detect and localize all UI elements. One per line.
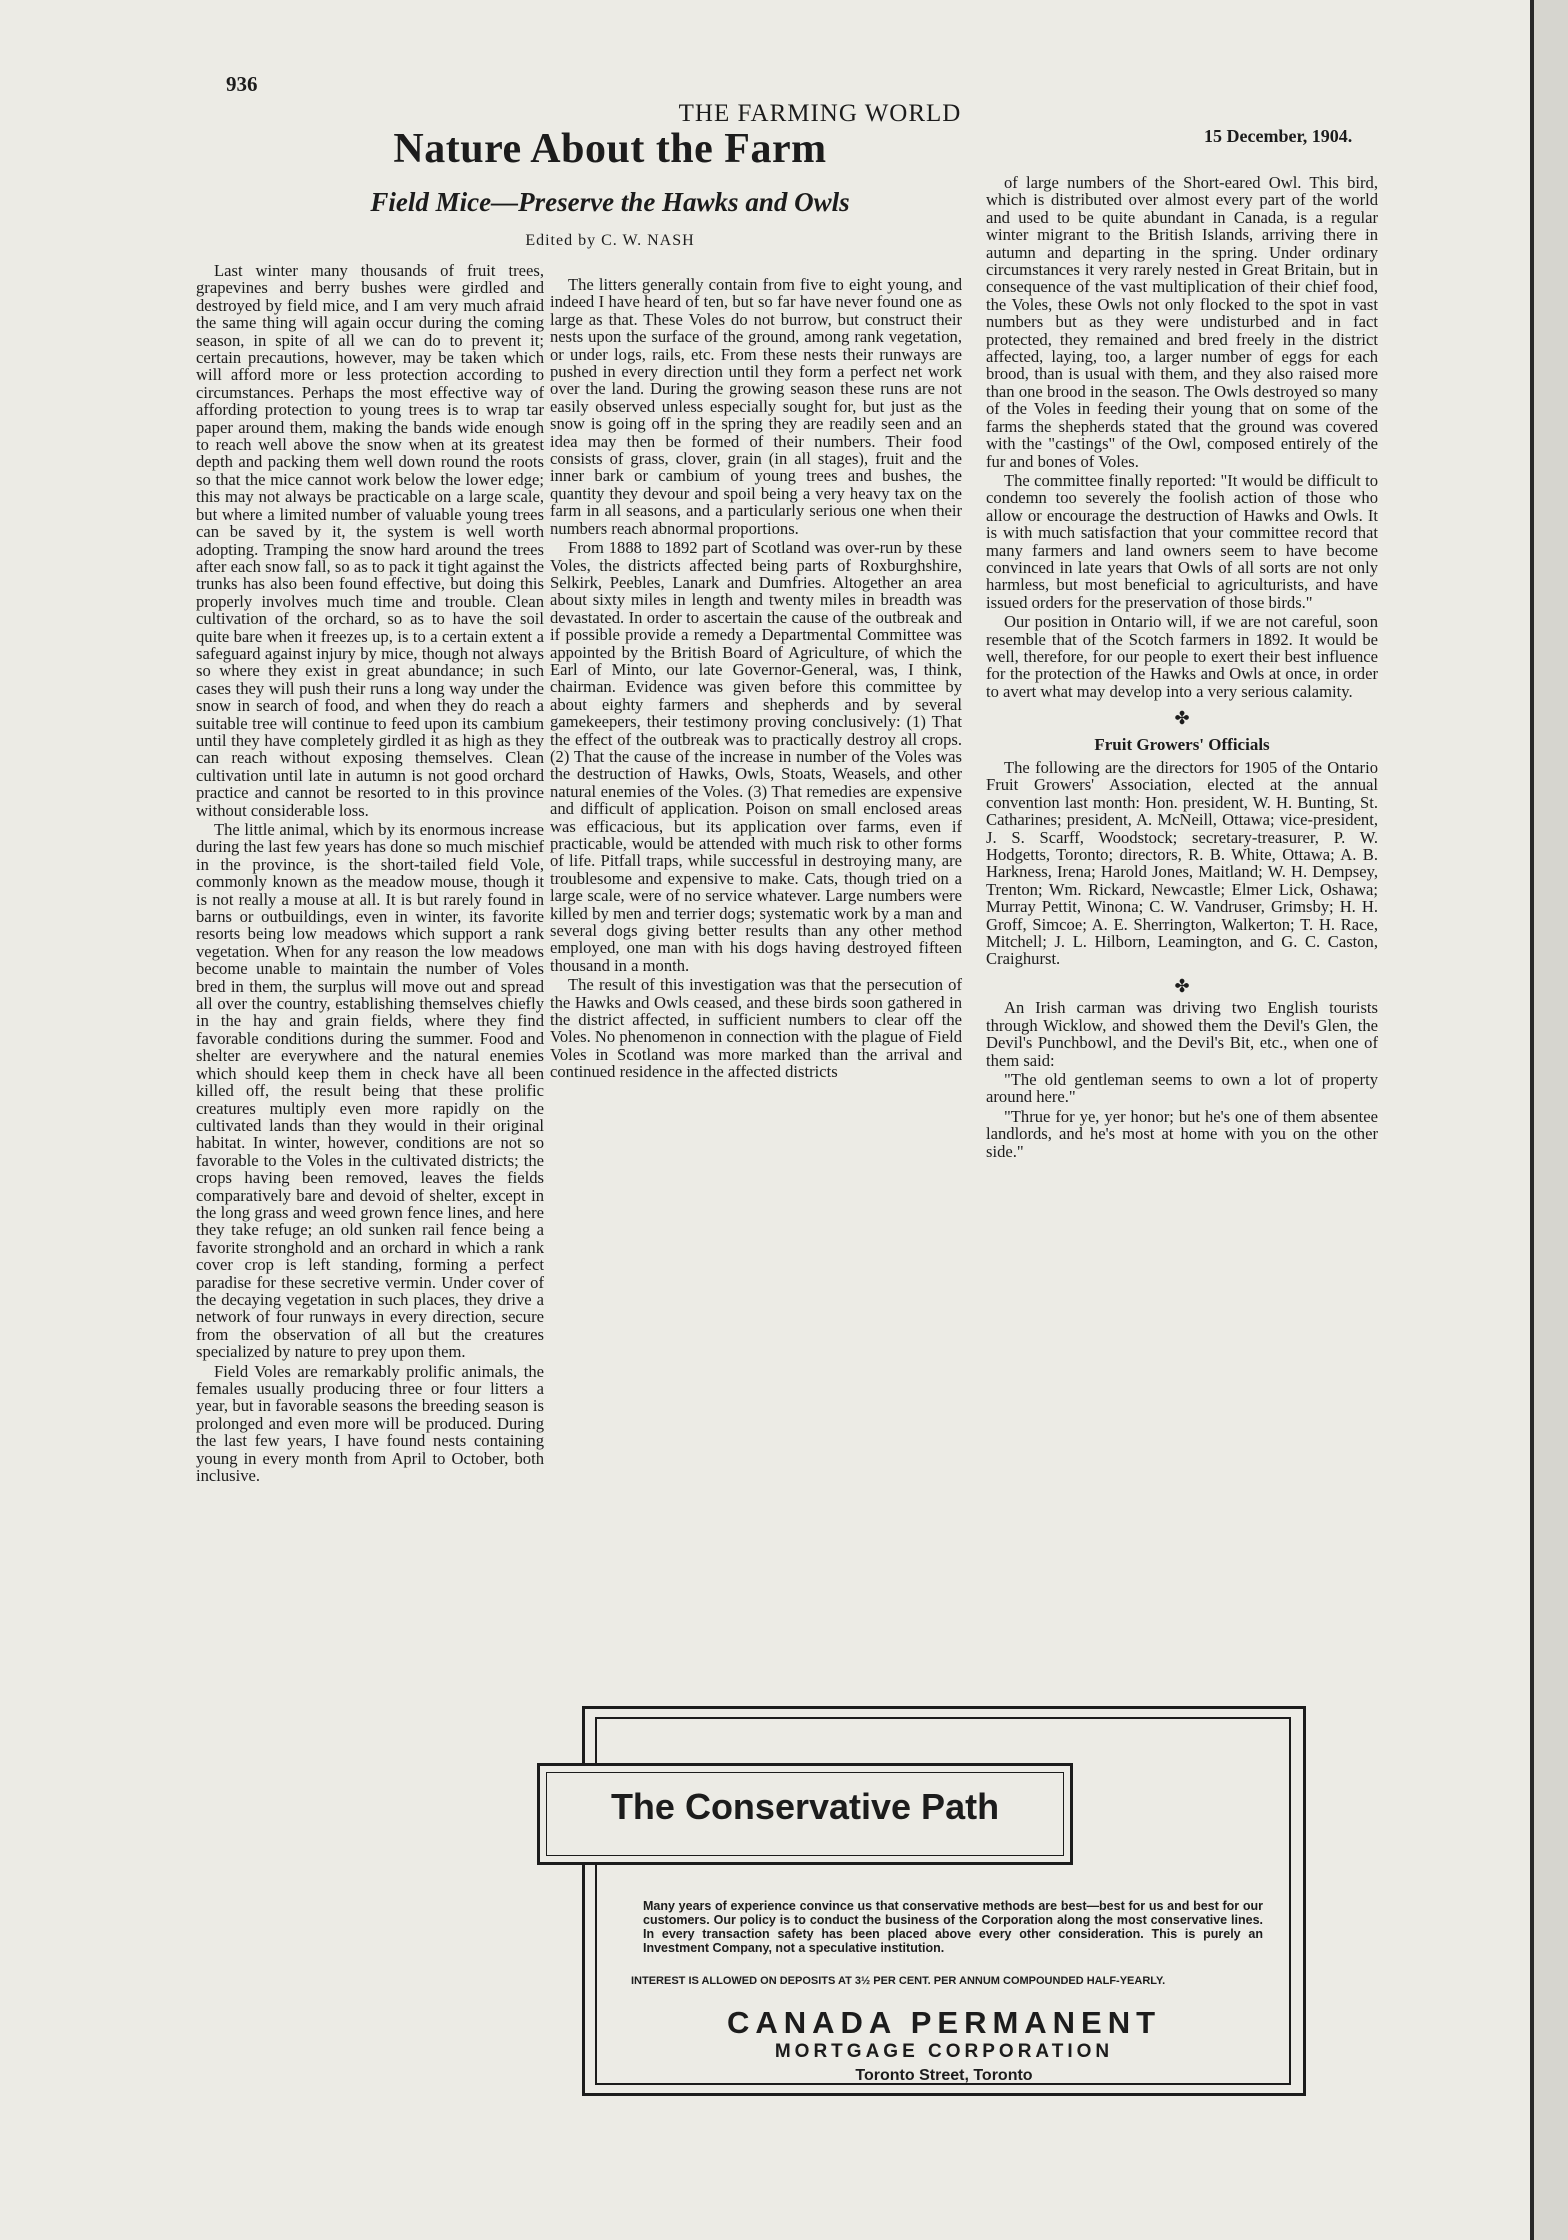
column-2 [550, 276, 962, 1081]
ad-company-subtitle: MORTGAGE CORPORATION [774, 2041, 1114, 2062]
ornament-icon: ✤ [1174, 708, 1190, 729]
anecdote-paragraph: "The old gentleman seems to own a lot of property around here." [986, 1069, 1378, 1107]
article-byline: Edited by C. W. NASH [525, 232, 695, 249]
adjacent-page-edge [1534, 0, 1568, 2240]
paragraph: The committee finally reported: "It would be difficult to condemn too severely the foolish action of those who allow or encourage the destruction of Hawks and Owls. It is with much satisfaction that your committee record that many farmers and land owners seem to have become convinced in late years that Owls of all sorts are not only harmless, but most beneficial to agriculturists, and have issued orders for the preservation of those birds." [986, 470, 1378, 612]
fruit-growers-text: The following are the directors for 1905 of the Ontario Fruit Growers' Association, elected at the annual convention last month: Hon. president, W. H. Bunting, St. Catharines; president, A. McNeill, Ottawa; vice-president, J. S. Scarff, Woodstock; secretary-treasurer, P. W. Hodgetts, Toronto; directors, R. B. White, Ottawa; A. B. Harkness, Irena; Harold Jones, Maitland; W. H. Dempsey, Trenton; Wm. Rickard, Newcastle; Elmer Lick, Oshawa; Murray Pettit, Winona; C. W. Vandruser, Grimsby; H. H. Groff, Simcoe; A. E. Sherrington, Walkerton; T. H. Race, Mitchell; J. L. Hilborn, Leamington, and G. C. Caston, Craighurst. [986, 758, 1378, 969]
paragraph: Our position in Ontario will, if we are not careful, soon resemble that of the Scotch farmers in 1892. It would be well, therefore, for our people to exert their best influence for the protection of the Hawks and Owls at once, in order to avert what may develop into a very serious calamity. [986, 612, 1378, 701]
ad-address: Toronto Street, Toronto [855, 2067, 1033, 2084]
paragraph: of large numbers of the Short-eared Owl. This bird, which is distributed over almost every part of the world and used to be quite abundant in Canada, is a regular winter migrant to the British Islands, arriving there in autumn and departing in the spring. Under ordinary circumstances it very rarely nested in Great Britain, but in consequence of the vast multiplication of their chief food, the Voles, these Owls not only flocked to the spot in vast numbers but as they were undisturbed and in fact protected, they remained and bred freely in the district affected, laying, too, a larger number of eggs for each brood, than is usual with them, and they also raised more than one brood in the season. The Owls destroyed so many of the Voles in feeding their young that on some of the farms the shepherds stated that the ground was covered with the "castings" of the Owl, composed entirely of the fur and bones of Voles. [986, 173, 1378, 471]
ad-interest-note: INTEREST IS ALLOWED ON DEPOSITS AT 3½ PER CENT. PER ANNUM COMPOUNDED HALF-YEARLY. [631, 1975, 1166, 1987]
fruit-growers-heading: Fruit Growers' Officials [1094, 734, 1270, 754]
paragraph: The little animal, which by its enormous increase during the last few years has done so much mischief in the province, is the short-tailed field Vole, commonly known as the meadow mouse, though it is not really a mouse at all. It is but rarely found in barns or outbuildings, even in winter, its favorite resorts being low meadows which support a rank vegetation. When for any reason the low meadows become unable to maintain the number of Voles bred in them, the surplus will move out and spread all over the country, establishing themselves chiefly in the hay and grain fields, where they find favorable conditions during the summer. Food and shelter are everywhere and the natural enemies which should keep them in check have all been killed off, the result being that these prolific creatures multiply even more rapidly on the cultivated lands than they would in their original habitat. In winter, however, conditions are not so favorable to the Voles in the cultivated districts; the crops having been removed, leaves the fields comparatively bare and devoid of shelter, except in the long grass and weed grown fence lines, and here they take refuge; an old sunken rail fence being a favorite stronghold and an orchard in which a rank cover crop is left standing, forming a perfect paradise for these secretive vermin. Under cover of the decaying vegetation in such places, they drive a network of four runways in every direction, secure from the observation of all but the creatures specialized by nature to prey upon them. [196, 820, 544, 1362]
article-title: Nature About the Farm [393, 126, 827, 172]
advertisement [582, 1706, 1306, 2096]
anecdote-paragraph: "Thrue for ye, yer honor; but he's one of them absentee landlords, and he's most at home with you on the other side." [986, 1106, 1378, 1161]
ad-title: The Conservative Path [610, 1786, 1000, 1827]
column-3 [986, 174, 1378, 1160]
publication-title: THE FARMING WORLD [678, 100, 962, 127]
ad-company-name: CANADA PERMANENT [726, 2005, 1162, 2040]
page-number: 936 [226, 72, 258, 96]
ad-title-box [537, 1763, 1073, 1865]
paragraph: Last winter many thousands of fruit trees, grapevines and berry bushes were girdled and destroyed by field mice, and I am very much afraid the same thing will again occur during the coming season, in spite of all we can do to prevent it; certain precautions, however, may be taken which will afford more or less protection according to circumstances. Perhaps the most effective way of affording protection to young trees is to wrap tar paper around them, making the bands wide enough to reach well above the snow when at its greatest depth and packing them well down round the roots so that the mice cannot work below the lower edge; this may not always be practicable on a large scale, but where a limited number of valuable young trees can be saved by it, the system is well worth adopting. Tramping the snow hard around the trees after each snow fall, so as to pack it tight against the trunks has also been found effective, but doing this properly involves much time and trouble. Clean cultivation of the orchard, so as to have the soil quite bare when it freezes up, is to a certain extent a safeguard against injury by mice, though not always so where they exist in great abundance; in such cases they will push their runs a long way under the snow in search of food, and when they do reach a suitable tree will continue to feed upon its cambium until they have completely girdled it as high as they can reach without exposing themselves. Clean cultivation until late in autumn is not good orchard practice and cannot be resorted to in this province without considerable loss. [196, 261, 544, 820]
paragraph: The litters generally contain from five to eight young, and indeed I have heard of ten, but so far have never found one as large as that. These Voles do not burrow, but construct their nests upon the surface of the ground, among rank vegetation, or under logs, rails, etc. From these nests their runways are pushed in every direction until they form a perfect net work over the land. During the growing season these runs are not easily observed unless especially sought for, but just as the snow is going off in the spring they are readily seen and an idea may then be formed of their numbers. Their food consists of grass, clover, grain (in all stages), fruit and the inner bark or cambium of young trees and bushes, the quantity they devour and spoil being a very heavy tax on the farm in all seasons, and a particularly serious one when their numbers reach abnormal proportions. [550, 275, 962, 538]
column-1 [196, 262, 544, 1484]
paragraph: Field Voles are remarkably prolific animals, the females usually producing three or four litters a year, but in favorable seasons the breeding season is prolonged and even more will be produced. During the last few years, I have found nests containing young in every month from April to October, both inclusive. [196, 1361, 544, 1486]
paragraph: The result of this investigation was that the persecution of the Hawks and Owls ceased, and these birds soon gathered in the district affected, in sufficient numbers to clear off the Voles. No phenomenon in connection with the plague of Field Voles in Scotland was more marked than the arrival and continued residence in the affected districts [550, 975, 962, 1082]
paragraph: From 1888 to 1892 part of Scotland was over-run by these Voles, the districts affected being parts of Roxburghshire, Selkirk, Peebles, Lanark and Dumfries. Altogether an area about sixty miles in length and twenty miles in breadth was devastated. In order to ascertain the cause of the outbreak and if possible provide a remedy a Departmental Committee was appointed by the British Board of Agriculture, of which the Earl of Minto, our late Governor-General, was, I think, chairman. Evidence was given before this committee by about eighty farmers and shepherds and by several gamekeepers, their testimony proving conclusively: (1) That the effect of the outbreak was to practically destroy all crops. (2) That the cause of the increase in number of the Voles was the destruction of Hawks, Owls, Stoats, Weasels, and other natural enemies of the Voles. (3) That remedies are expensive and difficult of application. Poison on small enclosed areas was efficacious, but its application over farms, even if practicable, would be attended with much risk to other forms of life. Pitfall traps, while successful in destroying many, are troublesome and expensive to make. Cats, though tried on a large scale, were of no service whatever. Large numbers were killed by men and terrier dogs; systematic work by a man and several dogs giving better results than any other method employed, one man with his dogs having destroyed fifteen thousand in a month. [550, 538, 962, 975]
ornament-icon: ✤ [1174, 975, 1190, 996]
article-subtitle: Field Mice—Preserve the Hawks and Owls [370, 187, 850, 217]
issue-date: 15 December, 1904. [1204, 126, 1353, 146]
article-header [300, 125, 920, 250]
anecdote-paragraph: An Irish carman was driving two English tourists through Wicklow, and showed them the Devil's Glen, the Devil's Punchbowl, and the Devil's Bit, etc., when one of them said: [986, 998, 1378, 1070]
ad-body: Many years of experience convince us that conservative methods are best—best for us and best for our customers. Our policy is to conduct the business of the Corporation along the most conservative lines. In every transaction safety has been placed above every other consideration. This is purely an Investment Company, not a speculative institution. [643, 1899, 1263, 1955]
